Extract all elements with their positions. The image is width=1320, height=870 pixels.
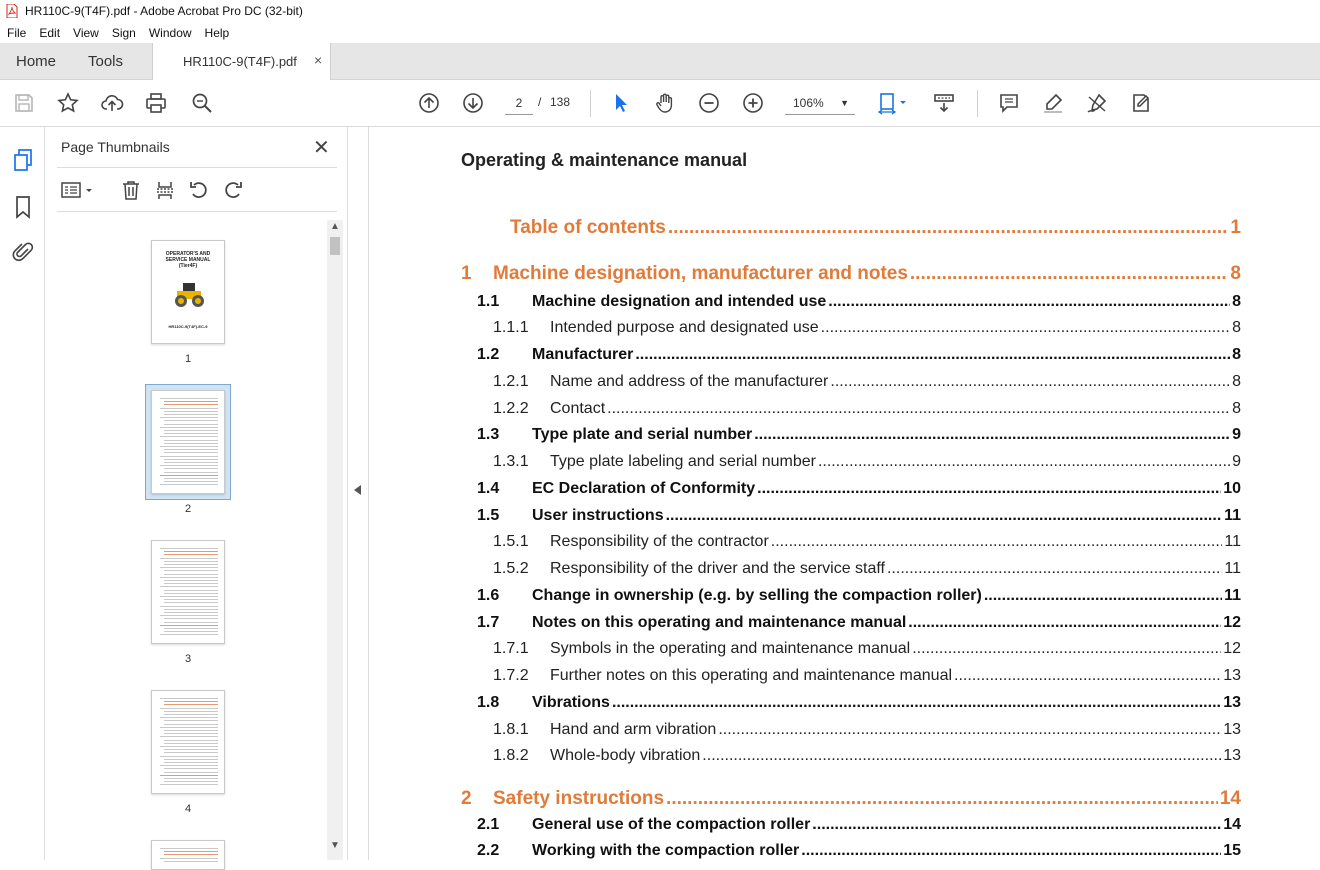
extract-pages-icon[interactable] <box>152 178 178 202</box>
toc-entry[interactable] <box>477 426 1241 444</box>
thumbnail-text-line <box>160 408 218 409</box>
toc-entry[interactable] <box>477 816 1241 834</box>
thumbnail-text-line <box>164 724 218 725</box>
page-number-label: 2 <box>184 503 192 515</box>
menu-file[interactable]: File <box>7 25 27 40</box>
thumbnail-text-line <box>160 858 218 859</box>
document-view[interactable] <box>370 127 1320 860</box>
thumbnail-text-line <box>164 583 218 584</box>
toc-dot-leader <box>801 842 1221 860</box>
star-bookmark-icon[interactable] <box>54 90 82 116</box>
toc-entry-title: Notes on this operating and maintenance manual <box>532 614 907 631</box>
thumbnail-text-line <box>164 449 218 450</box>
thumbnail-text-line <box>160 708 218 709</box>
left-navigation-rail <box>0 127 45 860</box>
toc-entry-title: Vibrations <box>532 694 610 711</box>
thumbnail-text-line <box>164 452 218 453</box>
fill-sign-icon[interactable] <box>1127 90 1155 116</box>
toc-dot-leader <box>887 560 1222 578</box>
toc-entry-title: Safety instructions <box>493 788 665 809</box>
thumbnail-text-line <box>160 484 218 485</box>
zoom-in-icon[interactable] <box>739 90 767 116</box>
thumbnail-text-line <box>164 609 218 610</box>
toc-entry[interactable] <box>493 667 1241 685</box>
scroll-up-icon[interactable]: ▲ <box>330 221 340 232</box>
thumbnail-text-line <box>160 756 218 757</box>
toc-entry-title: Responsibility of the driver and the service staff <box>550 560 885 577</box>
toc-entry[interactable] <box>493 560 1241 578</box>
thumbnail-text-line <box>164 711 218 712</box>
zoom-level-value: 106% <box>793 96 824 110</box>
toc-dot-leader <box>668 217 1229 239</box>
page-number-label: 1 <box>184 353 192 365</box>
toc-dot-leader <box>666 788 1218 810</box>
thumbnail-text-line <box>160 465 218 466</box>
thumbnail-text-line <box>160 634 218 635</box>
thumbnail-text-line <box>160 596 218 597</box>
toc-entry-number: 1.4 <box>477 480 500 497</box>
upload-cloud-icon[interactable] <box>98 90 126 116</box>
panel-collapse-strip[interactable] <box>347 127 369 860</box>
toc-entry-number: 2.2 <box>477 842 500 859</box>
thumbnail-text-line <box>164 612 218 613</box>
bookmark-icon[interactable] <box>10 194 36 220</box>
main-toolbar <box>0 80 1320 127</box>
zoom-out-icon[interactable] <box>695 90 723 116</box>
thumbnail-text-line <box>164 481 218 482</box>
page-separator: / <box>538 95 542 109</box>
tab-tools[interactable]: Tools <box>88 53 124 70</box>
close-icon[interactable]: ✕ <box>313 137 330 159</box>
acrobat-pdf-icon <box>6 4 18 18</box>
toc-dot-leader <box>828 293 1230 311</box>
toc-entry[interactable] <box>477 614 1241 632</box>
toc-entry-page: 14 <box>1223 816 1241 833</box>
toc-entry-number: 1.7 <box>477 614 500 631</box>
toc-entry-title: Intended purpose and designated use <box>550 319 819 336</box>
thumbnail-text-line <box>164 593 218 594</box>
toc-entry-number: 1.2.2 <box>493 400 529 417</box>
tab-document[interactable] <box>152 43 331 80</box>
highlight-pen-icon[interactable] <box>1039 90 1067 116</box>
thumbnail-text-line <box>160 548 218 549</box>
previous-page-icon[interactable] <box>415 90 443 116</box>
toc-entry-page: 12 <box>1223 614 1241 631</box>
thumbnail-text-line <box>164 433 218 434</box>
toc-entry[interactable] <box>510 217 1241 239</box>
page-thumbnails-panel <box>45 127 347 860</box>
toc-dot-leader <box>754 426 1230 444</box>
toc-entry-title: Contact <box>550 400 606 417</box>
toc-entry-number: 1.7.1 <box>493 640 529 657</box>
thumbnail-text-line <box>160 558 218 559</box>
menu-help[interactable]: Help <box>204 25 230 40</box>
toc-dot-leader <box>702 747 1221 765</box>
cover-title: OPERATOR'S AND SERVICE MANUAL (Tier4F) <box>165 251 211 269</box>
toc-entry-number: 1.1.1 <box>493 319 529 336</box>
window-title-bar <box>0 0 1320 22</box>
thumbnail-text-line <box>164 730 218 731</box>
thumbnail-text-line <box>160 427 218 428</box>
roller-machine-image <box>171 279 207 309</box>
toc-entry[interactable] <box>477 346 1241 364</box>
toc-dot-leader <box>612 694 1221 712</box>
thumbnail-options-icon[interactable] <box>59 178 97 202</box>
page-thumbnail-2[interactable] <box>151 390 225 494</box>
toc-dot-leader <box>607 400 1230 418</box>
thumbnail-text-line <box>164 622 218 623</box>
print-icon[interactable] <box>142 90 170 116</box>
toc-entry[interactable] <box>493 721 1241 739</box>
thumbnail-text-line <box>160 717 218 718</box>
toc-entry[interactable] <box>493 400 1241 418</box>
toc-entry-page: 11 <box>1224 507 1241 524</box>
toc-entry[interactable] <box>493 319 1241 337</box>
thumbnail-text-line <box>160 577 218 578</box>
thumbnail-text-line <box>160 567 218 568</box>
search-icon[interactable] <box>188 90 216 116</box>
document-header: Operating & maintenance manual <box>461 150 748 170</box>
toc-entry-number: 1.5.1 <box>493 533 529 550</box>
panel-divider <box>57 211 337 212</box>
thumbnail-text-line <box>164 768 218 769</box>
thumbnail-text-line <box>164 704 218 705</box>
thumbnail-text-line <box>164 749 218 750</box>
draw-markup-icon[interactable] <box>1083 90 1111 116</box>
toc-dot-leader <box>771 533 1223 551</box>
toc-entry-number: 1.2.1 <box>493 373 529 390</box>
toc-entry-title: Whole-body vibration <box>550 747 701 764</box>
thumbnail-text-line <box>160 765 218 766</box>
toc-entry[interactable] <box>477 587 1241 605</box>
thumbnail-text-line <box>164 478 218 479</box>
thumbnail-text-line <box>160 456 218 457</box>
thumbnail-text-line <box>160 475 218 476</box>
toc-dot-leader <box>954 667 1221 685</box>
tab-document-label: HR110C-9(T4F).pdf <box>183 54 297 69</box>
thumbnail-text-line <box>164 701 218 702</box>
tab-home[interactable]: Home <box>16 53 57 70</box>
tab-bar <box>0 43 1320 80</box>
thumbnail-text-line <box>164 759 218 760</box>
thumbnail-text-line <box>160 615 218 616</box>
toc-dot-leader <box>666 507 1222 525</box>
cover-model: HR110C-9(T4F)-EC-9 <box>168 324 208 329</box>
toc-entry[interactable] <box>461 788 1241 810</box>
toc-entry-title: Type plate and serial number <box>532 426 753 443</box>
toc-entry-number: 1.3.1 <box>493 453 529 470</box>
toc-entry-page: 9 <box>1232 453 1241 470</box>
rotate-counterclockwise-icon[interactable] <box>186 178 212 202</box>
toc-entry-number: 1.6 <box>477 587 500 604</box>
toc-entry-page: 11 <box>1224 560 1241 577</box>
page-thumbnail-4[interactable] <box>151 690 225 794</box>
thumbnail-text-line <box>160 606 218 607</box>
rotate-clockwise-icon[interactable] <box>220 178 246 202</box>
thumbnail-text-line <box>164 733 218 734</box>
toc-entry-page: 11 <box>1224 533 1241 550</box>
toc-dot-leader <box>757 480 1221 498</box>
toc-entry-number: 1.5.2 <box>493 560 529 577</box>
thumbnail-text-line <box>160 436 218 437</box>
toc-entry-number: 1.3 <box>477 426 500 443</box>
toc-entry[interactable] <box>493 373 1241 391</box>
toc-entry-page: 8 <box>1232 293 1241 310</box>
scroll-down-icon[interactable]: ▼ <box>330 840 340 851</box>
toc-entry-page: 13 <box>1223 667 1241 684</box>
page-thumbnail-3[interactable] <box>151 540 225 644</box>
thumbnail-text-line <box>160 848 218 849</box>
menu-edit[interactable]: Edit <box>39 25 61 40</box>
toc-entry-title: Symbols in the operating and maintenance manual <box>550 640 911 657</box>
toolbar-divider <box>977 90 978 117</box>
attachment-paperclip-icon[interactable] <box>10 239 36 265</box>
toc-entry[interactable] <box>493 747 1241 765</box>
toc-dot-leader <box>821 319 1230 337</box>
thumbnail-text-line <box>164 411 218 412</box>
next-page-icon[interactable] <box>459 90 487 116</box>
thumbnail-text-line <box>164 618 218 619</box>
toc-entry-number: 2 <box>461 788 472 809</box>
toc-entry[interactable] <box>477 293 1241 311</box>
toc-entry-number: 1.2 <box>477 346 500 363</box>
thumbnail-text-line <box>160 417 218 418</box>
thumbnail-text-line <box>160 398 218 399</box>
page-thumbnails-icon[interactable] <box>10 147 36 173</box>
toc-entry-page: 13 <box>1223 694 1241 711</box>
page-thumbnail-1[interactable] <box>151 240 225 344</box>
thumbnail-text-line <box>164 778 218 779</box>
toolbar-divider <box>590 90 591 117</box>
thumbnail-text-line <box>164 628 218 629</box>
toc-dot-leader <box>912 640 1221 658</box>
hand-tool-icon[interactable] <box>651 90 679 116</box>
save-icon[interactable] <box>10 90 38 116</box>
toc-entry-title: Working with the compaction roller <box>532 842 800 859</box>
toc-entry-page: 10 <box>1223 480 1241 497</box>
scrolling-mode-icon[interactable] <box>930 90 958 116</box>
thumbnail-text-line <box>164 440 218 441</box>
thumbnail-text-line <box>164 459 218 460</box>
thumbnail-text-line <box>164 772 218 773</box>
thumbnail-text-line <box>160 746 218 747</box>
thumbnail-text-line <box>164 861 218 862</box>
toc-dot-leader <box>910 263 1229 285</box>
thumbnail-text-line <box>164 762 218 763</box>
toc-entry-page: 8 <box>1232 400 1241 417</box>
toc-entry-page: 15 <box>1223 842 1241 859</box>
panel-divider <box>57 167 337 168</box>
toc-entry-title: EC Declaration of Conformity <box>532 480 756 497</box>
toc-entry-number: 1.5 <box>477 507 500 524</box>
toc-entry-page: 1 <box>1230 217 1241 238</box>
toc-dot-leader <box>812 816 1221 834</box>
toc-entry-page: 8 <box>1230 263 1241 284</box>
thumbnail-text-line <box>164 851 218 852</box>
thumbnail-text-line <box>164 781 218 782</box>
tab-close-icon[interactable]: × <box>314 52 323 68</box>
thumbnail-text-line <box>160 727 218 728</box>
menu-view[interactable]: View <box>73 25 99 40</box>
toc-entry-title: General use of the compaction roller <box>532 816 811 833</box>
thumbnail-text-line <box>164 602 218 603</box>
thumbnail-text-line <box>160 736 218 737</box>
thumbnail-text-line <box>164 424 218 425</box>
toc-entry-number: 1.1 <box>477 293 500 310</box>
thumbnail-text-line <box>164 420 218 421</box>
page-number-label: 3 <box>184 653 192 665</box>
thumbnail-text-line <box>164 430 218 431</box>
toc-entry-number: 1.8.2 <box>493 747 529 764</box>
total-pages: 138 <box>550 95 571 109</box>
toc-entry-number: 1.7.2 <box>493 667 529 684</box>
toc-entry-title: Machine designation, manufacturer and notes <box>493 263 908 284</box>
menu-window[interactable]: Window <box>148 25 192 40</box>
toc-dot-leader <box>908 614 1221 632</box>
toc-entry-page: 11 <box>1224 587 1241 604</box>
thumbnail-text-line <box>160 446 218 447</box>
toc-entry[interactable] <box>477 694 1241 712</box>
toc-entry-title: Machine designation and intended use <box>532 293 827 310</box>
thumbnail-text-line <box>164 551 218 552</box>
toc-entry[interactable] <box>477 480 1241 498</box>
toc-entry-page: 14 <box>1219 788 1241 809</box>
toc-entry-page: 9 <box>1232 426 1241 443</box>
toc-entry-page: 12 <box>1223 640 1241 657</box>
thumbnail-text-line <box>164 574 218 575</box>
thumbnail-text-line <box>164 580 218 581</box>
thumbnail-text-line <box>164 468 218 469</box>
scrollbar-thumb[interactable] <box>330 237 340 255</box>
toc-entry[interactable] <box>493 453 1241 471</box>
thumbnail-text-line <box>164 570 218 571</box>
toc-entry-title: Manufacturer <box>532 346 634 363</box>
thumbnail-text-line <box>164 720 218 721</box>
toc-entry-number: 1 <box>461 263 472 284</box>
thumbnail-text-line <box>164 599 218 600</box>
page-thumbnail-5[interactable] <box>151 840 225 870</box>
toc-dot-leader <box>718 721 1221 739</box>
toc-entry-page: 8 <box>1232 373 1241 390</box>
toc-entry-title: Further notes on this operating and maintenance manual <box>550 667 953 684</box>
toc-entry-number: 2.1 <box>477 816 500 833</box>
thumbnail-text-line <box>164 462 218 463</box>
thumbnail-text-line <box>164 414 218 415</box>
thumbnail-text-line <box>164 714 218 715</box>
comment-icon[interactable] <box>995 90 1023 116</box>
page-fit-icon[interactable] <box>873 90 913 116</box>
toc-entry[interactable] <box>493 533 1241 551</box>
page-number-label: 4 <box>184 803 192 815</box>
toc-entry-title: Name and address of the manufacturer <box>550 373 829 390</box>
window-title: HR110C-9(T4F).pdf - Adobe Acrobat Pro DC (32-bit) <box>25 4 303 18</box>
thumbnail-text-line <box>164 743 218 744</box>
toc-entry-title: Responsibility of the contractor <box>550 533 769 550</box>
menu-sign[interactable]: Sign <box>111 25 136 40</box>
toc-dot-leader <box>830 373 1230 391</box>
thumbnail-text-line <box>164 564 218 565</box>
toc-entry[interactable] <box>477 842 1241 860</box>
toc-entry-number: 1.8.1 <box>493 721 529 738</box>
thumbnail-text-line <box>160 698 218 699</box>
toc-entry-page: 13 <box>1223 721 1241 738</box>
thumbnail-text-line <box>160 625 218 626</box>
thumbnail-text-line <box>164 443 218 444</box>
toc-entry[interactable] <box>477 507 1241 525</box>
toc-entry[interactable] <box>493 640 1241 658</box>
thumbnail-text-line <box>164 404 218 405</box>
toc-entry-title: Change in ownership (e.g. by selling the compaction roller) <box>532 587 982 604</box>
thumbnail-text-line <box>160 775 218 776</box>
toc-entry-title: User instructions <box>532 507 664 524</box>
toc-dot-leader <box>818 453 1230 471</box>
thumbnail-text-line <box>164 554 218 555</box>
thumbnail-text-line <box>164 854 218 855</box>
thumbnail-text-line <box>160 586 218 587</box>
menu-bar <box>0 22 1320 43</box>
toc-entry-page: 13 <box>1223 747 1241 764</box>
toc-entry-number: 1.8 <box>477 694 500 711</box>
toc-entry-page: 8 <box>1232 319 1241 336</box>
collapse-arrow-icon[interactable] <box>354 485 361 495</box>
thumbnail-text-line <box>164 740 218 741</box>
select-pointer-icon[interactable] <box>607 90 635 116</box>
toc-dot-leader <box>984 587 1222 605</box>
chevron-down-icon: ▼ <box>840 98 849 108</box>
panel-title: Page Thumbnails <box>61 139 170 155</box>
toc-entry-page: 8 <box>1232 346 1241 363</box>
toc-entry-title: Type plate labeling and serial number <box>550 453 816 470</box>
toc-dot-leader <box>635 346 1230 364</box>
thumbnails-scrollbar[interactable] <box>327 220 343 860</box>
zoom-level-select[interactable] <box>785 91 855 115</box>
thumbnail-text-line <box>164 401 218 402</box>
current-page-input[interactable]: 2 <box>505 91 533 115</box>
toc-entry-title: Table of contents <box>510 217 666 238</box>
thumbnail-text-line <box>164 561 218 562</box>
delete-trash-icon[interactable] <box>118 178 144 202</box>
thumbnail-text-line <box>164 590 218 591</box>
thumbnail-text-line <box>164 631 218 632</box>
thumbnail-text-line <box>164 472 218 473</box>
toc-entry[interactable] <box>461 263 1241 285</box>
toc-entry-title: Hand and arm vibration <box>550 721 717 738</box>
thumbnail-text-line <box>160 784 218 785</box>
thumbnail-text-line <box>164 752 218 753</box>
